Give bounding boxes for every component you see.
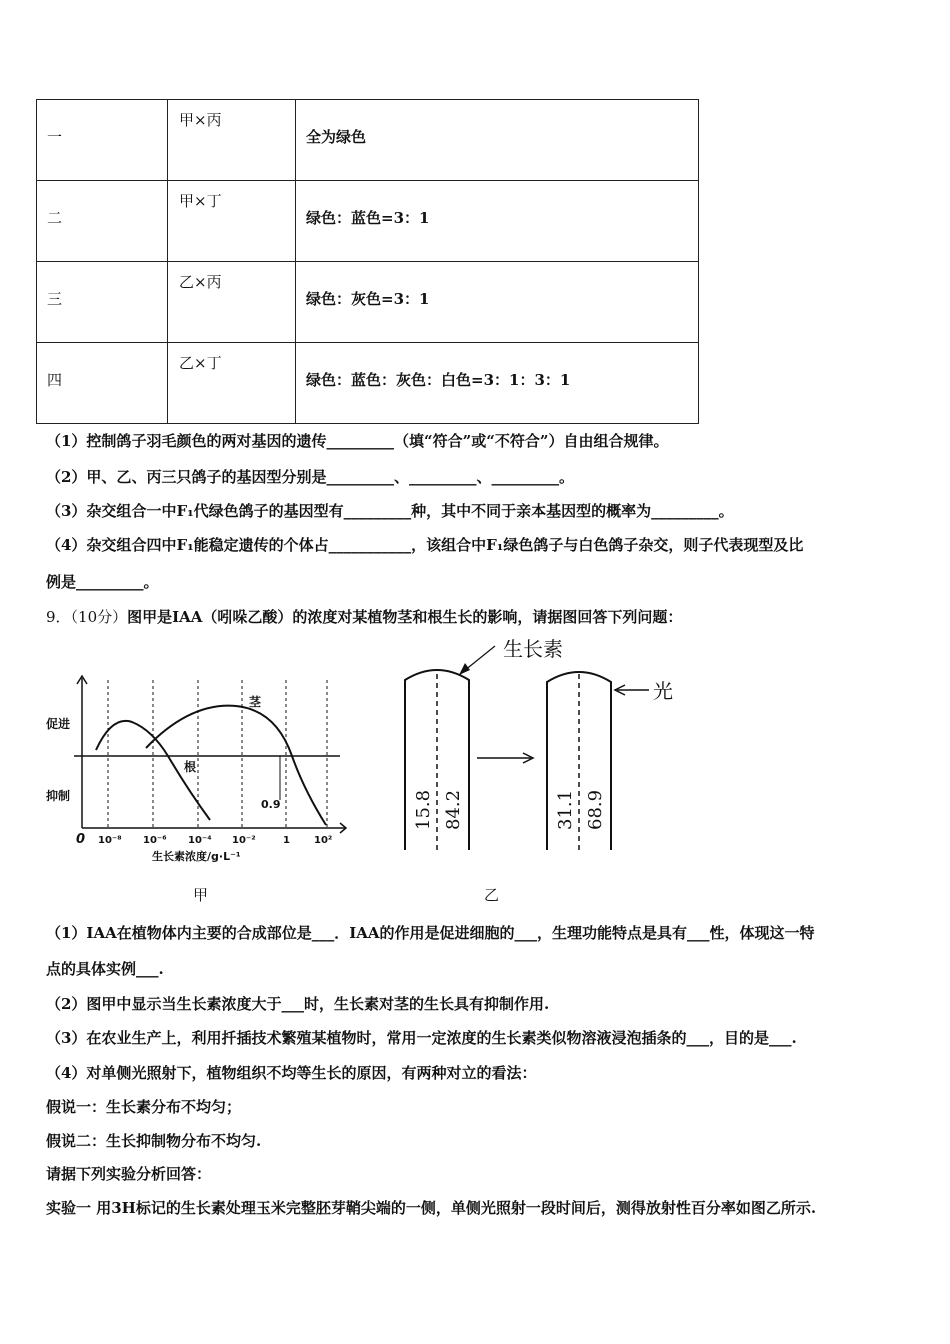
result-cell: 绿色：灰色=3：1 bbox=[306, 290, 430, 308]
group-cell: 一 bbox=[47, 128, 63, 146]
origin-label: 0 bbox=[76, 832, 86, 847]
figure-jia-chart bbox=[40, 660, 360, 875]
result-cell: 绿色：蓝色：灰色：白色=3：1：3：1 bbox=[306, 371, 571, 389]
cross-cell: 甲×丙 bbox=[179, 111, 222, 129]
group-cell: 三 bbox=[47, 290, 63, 308]
cross-cell: 乙×丁 bbox=[179, 354, 222, 372]
q8-part4b: 例是_________。 bbox=[46, 573, 159, 591]
table-row bbox=[37, 100, 699, 181]
q9-sub4: （4）对单侧光照射下，植物组织不均等生长的原因，有两种对立的看法： bbox=[46, 1064, 537, 1082]
auxin-label: 生长素 bbox=[503, 637, 563, 661]
figure-jia-caption: 甲 bbox=[193, 886, 209, 904]
question-number: 9．（10分） bbox=[46, 608, 128, 626]
x-tick: 10⁻⁸ bbox=[98, 835, 122, 846]
experiment-1: 实验一 用3H标记的生长素处理玉米完整胚芽鞘尖端的一侧，单侧光照射一段时间后，测得放射性百分率如图乙所示. bbox=[46, 1199, 817, 1217]
table-row bbox=[37, 343, 699, 424]
q9-sub2: （2）图甲中显示当生长素浓度大于___时，生长素对茎的生长具有抑制作用. bbox=[46, 995, 550, 1013]
q9-header bbox=[46, 606, 682, 627]
y-label-promote: 促进 bbox=[46, 717, 71, 731]
x-tick: 10⁻⁶ bbox=[143, 835, 167, 846]
value-left-shade: 84.2 bbox=[443, 789, 464, 830]
cross-cell: 乙×丙 bbox=[179, 273, 222, 291]
figure-yi-diagram bbox=[395, 630, 695, 860]
q8-part2: （2）甲、乙、丙三只鸽子的基因型分别是_________、_________、_________。 bbox=[46, 468, 574, 486]
threshold-label: 0.9 bbox=[261, 798, 281, 811]
group-cell: 四 bbox=[47, 371, 63, 389]
value-right-light: 31.1 bbox=[555, 789, 576, 830]
table-row bbox=[37, 181, 699, 262]
result-cell: 绿色：蓝色=3：1 bbox=[306, 209, 430, 227]
hypothesis-1: 假说一：生长素分布不均匀； bbox=[46, 1098, 242, 1116]
cross-cell: 甲×丁 bbox=[179, 192, 222, 210]
question-stem: 图甲是IAA（吲哚乙酸）的浓度对某植物茎和根生长的影响，请据图回答下列问题： bbox=[127, 608, 683, 626]
root-curve-label: 根 bbox=[184, 760, 197, 774]
group-cell: 二 bbox=[47, 209, 63, 227]
auxin-pointer-head bbox=[459, 663, 470, 675]
cross-results-table bbox=[36, 99, 699, 424]
y-label-inhibit: 抑制 bbox=[46, 789, 71, 803]
x-axis-label: 生长素浓度/g·L⁻¹ bbox=[152, 850, 241, 863]
x-tick: 10⁻⁴ bbox=[188, 835, 212, 846]
q8-part1: （1）控制鸽子羽毛颜色的两对基因的遗传_________（填“符合”或“不符合”）自由组合规律。 bbox=[46, 432, 669, 450]
stem-curve-label: 茎 bbox=[249, 695, 262, 709]
q8-part4a: （4）杂交组合四中F₁能稳定遗传的个体占___________，该组合中F₁绿色鸽子与白色鸽子杂交，则子代表现型及比 bbox=[46, 536, 804, 554]
analysis-prompt: 请据下列实验分析回答： bbox=[46, 1165, 212, 1183]
x-tick: 10⁻² bbox=[232, 835, 256, 846]
value-left-light: 15.8 bbox=[413, 789, 434, 830]
q9-sub3: （3）在农业生产上，利用扦插技术繁殖某植物时，常用一定浓度的生长素类似物溶液浸泡插条的___，目的是___. bbox=[46, 1029, 797, 1047]
light-label: 光 bbox=[653, 679, 673, 703]
value-right-shade: 68.9 bbox=[585, 789, 606, 830]
hypothesis-2: 假说二：生长抑制物分布不均匀. bbox=[46, 1132, 262, 1150]
q8-part3: （3）杂交组合一中F₁代绿色鸽子的基因型有_________种，其中不同于亲本基因型的概率为_________。 bbox=[46, 502, 734, 520]
x-tick: 10² bbox=[314, 835, 333, 846]
result-cell: 全为绿色 bbox=[306, 128, 367, 146]
q9-sub1a: （1）IAA在植物体内主要的合成部位是___．IAA的作用是促进细胞的___，生理功能特点是具有___性，体现这一特 bbox=[46, 924, 815, 942]
figure-yi-caption: 乙 bbox=[484, 886, 500, 904]
table-row bbox=[37, 262, 699, 343]
q9-sub1b: 点的具体实例___. bbox=[46, 960, 164, 978]
x-tick: 1 bbox=[283, 835, 290, 846]
